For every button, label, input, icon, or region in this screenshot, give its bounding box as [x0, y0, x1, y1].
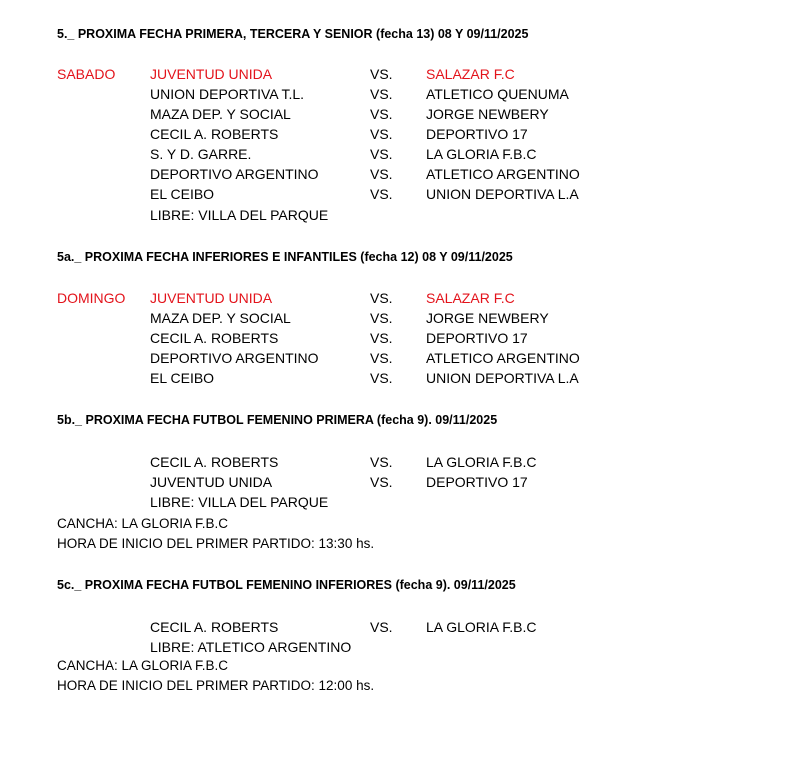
start-time-row [0, 676, 792, 696]
match-row [0, 617, 792, 637]
match-row [0, 472, 792, 492]
match-row [0, 184, 792, 204]
away-team: ATLETICO ARGENTINO [426, 350, 580, 366]
venue-row [0, 514, 792, 534]
bye-row [0, 637, 792, 657]
away-team: UNION DEPORTIVA L.A [426, 370, 579, 386]
versus-label: VS. [370, 474, 393, 490]
start-time-label: HORA DE INICIO DEL PRIMER PARTIDO: 13:30 hs. [57, 536, 375, 551]
bye-team-label: LIBRE: VILLA DEL PARQUE [150, 207, 329, 223]
versus-label: VS. [370, 454, 393, 470]
bye-row [0, 492, 792, 512]
venue-row [0, 656, 792, 676]
venue-label: CANCHA: LA GLORIA F.B.C [57, 516, 229, 531]
match-row [0, 308, 792, 328]
versus-label: VS. [370, 166, 393, 182]
versus-label: VS. [370, 146, 393, 162]
start-time-label: HORA DE INICIO DEL PRIMER PARTIDO: 12:00 hs. [57, 678, 375, 693]
versus-label: VS. [370, 66, 393, 82]
away-team: DEPORTIVO 17 [426, 126, 528, 142]
versus-label: VS. [370, 106, 393, 122]
home-team: JUVENTUD UNIDA [150, 66, 273, 82]
bye-team-label: LIBRE: ATLETICO ARGENTINO [150, 639, 352, 655]
home-team: S. Y D. GARRE. [150, 146, 252, 162]
versus-label: VS. [370, 330, 393, 346]
match-day-label: SABADO [57, 66, 116, 82]
home-team: CECIL A. ROBERTS [150, 126, 279, 142]
home-team: CECIL A. ROBERTS [150, 619, 279, 635]
bye-row [0, 205, 792, 225]
match-day-label: DOMINGO [57, 290, 126, 306]
match-row [0, 84, 792, 104]
versus-label: VS. [370, 619, 393, 635]
match-row [0, 64, 792, 84]
section-heading-inferiores: 5a._ PROXIMA FECHA INFERIORES E INFANTILES (fecha 12) 08 Y 09/11/2025 [57, 250, 513, 264]
away-team: ATLETICO ARGENTINO [426, 166, 580, 182]
home-team: CECIL A. ROBERTS [150, 454, 279, 470]
away-team: JORGE NEWBERY [426, 310, 549, 326]
home-team: MAZA DEP. Y SOCIAL [150, 310, 291, 326]
section-heading-femenino-primera: 5b._ PROXIMA FECHA FUTBOL FEMENINO PRIMERA (fecha 9). 09/11/2025 [57, 413, 498, 427]
versus-label: VS. [370, 310, 393, 326]
home-team: UNION DEPORTIVA T.L. [150, 86, 305, 102]
home-team: EL CEIBO [150, 186, 215, 202]
match-row [0, 104, 792, 124]
home-team: JUVENTUD UNIDA [150, 474, 273, 490]
home-team: MAZA DEP. Y SOCIAL [150, 106, 291, 122]
match-row [0, 124, 792, 144]
versus-label: VS. [370, 350, 393, 366]
away-team: SALAZAR F.C [426, 290, 515, 306]
home-team: DEPORTIVO ARGENTINO [150, 166, 319, 182]
match-row [0, 288, 792, 308]
versus-label: VS. [370, 370, 393, 386]
versus-label: VS. [370, 126, 393, 142]
versus-label: VS. [370, 290, 393, 306]
match-row [0, 144, 792, 164]
away-team: LA GLORIA F.B.C [426, 454, 537, 470]
away-team: DEPORTIVO 17 [426, 330, 528, 346]
match-row [0, 452, 792, 472]
venue-label: CANCHA: LA GLORIA F.B.C [57, 658, 229, 673]
match-row [0, 328, 792, 348]
away-team: DEPORTIVO 17 [426, 474, 528, 490]
away-team: SALAZAR F.C [426, 66, 515, 82]
home-team: CECIL A. ROBERTS [150, 330, 279, 346]
match-row [0, 164, 792, 184]
section-heading-femenino-inferiores: 5c._ PROXIMA FECHA FUTBOL FEMENINO INFERIORES (fecha 9). 09/11/2025 [57, 578, 516, 592]
section-heading-primera: 5._ PROXIMA FECHA PRIMERA, TERCERA Y SENIOR (fecha 13) 08 Y 09/11/2025 [57, 27, 529, 41]
match-row [0, 348, 792, 368]
versus-label: VS. [370, 186, 393, 202]
match-row [0, 368, 792, 388]
start-time-row [0, 534, 792, 554]
home-team: EL CEIBO [150, 370, 215, 386]
versus-label: VS. [370, 86, 393, 102]
away-team: LA GLORIA F.B.C [426, 146, 537, 162]
away-team: UNION DEPORTIVA L.A [426, 186, 579, 202]
bye-team-label: LIBRE: VILLA DEL PARQUE [150, 494, 329, 510]
home-team: JUVENTUD UNIDA [150, 290, 273, 306]
away-team: ATLETICO QUENUMA [426, 86, 569, 102]
away-team: LA GLORIA F.B.C [426, 619, 537, 635]
home-team: DEPORTIVO ARGENTINO [150, 350, 319, 366]
away-team: JORGE NEWBERY [426, 106, 549, 122]
